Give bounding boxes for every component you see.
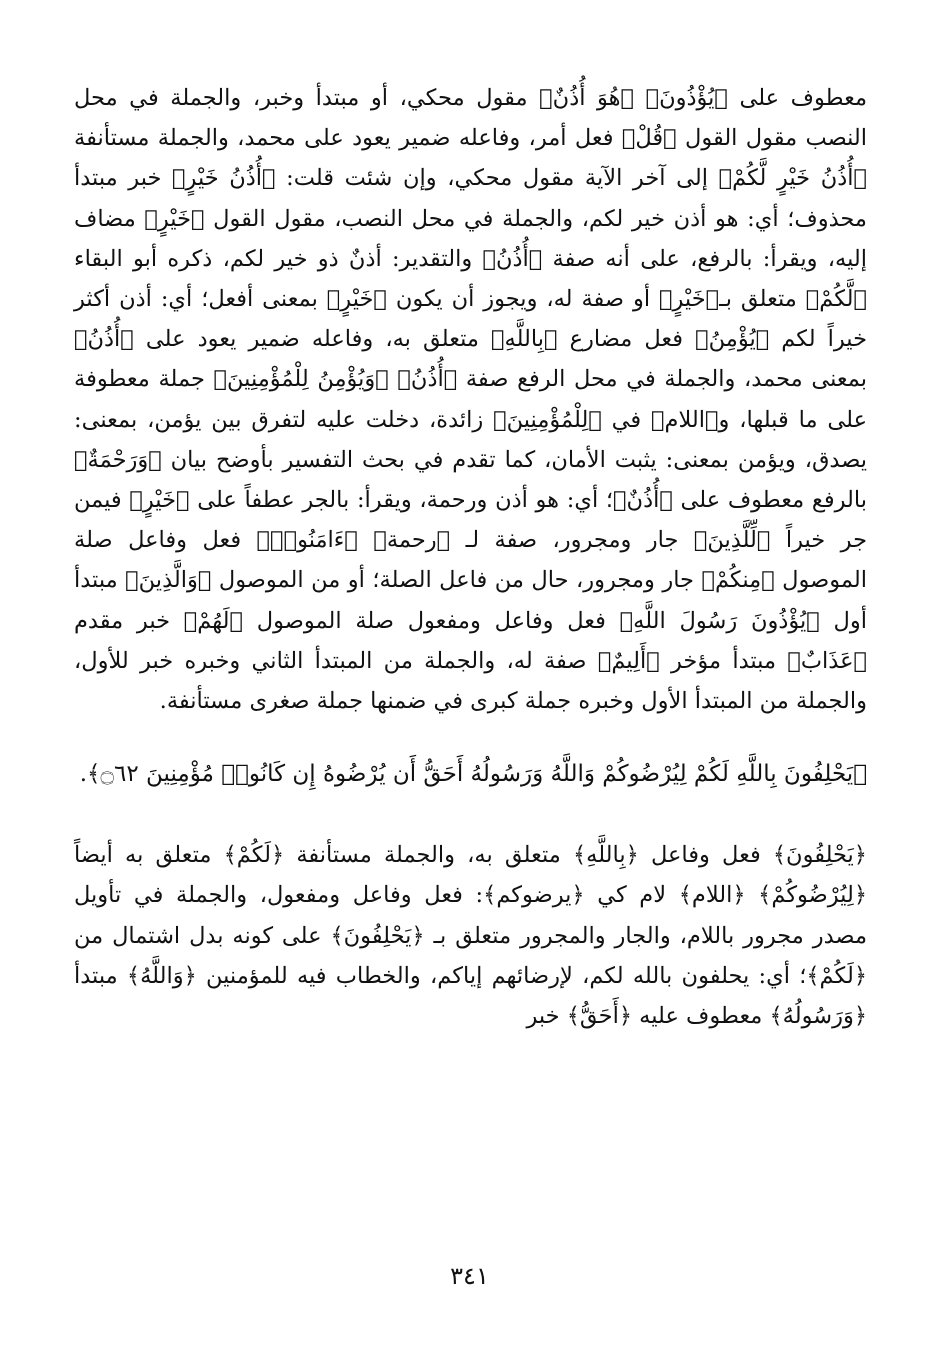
paragraph-grammar-analysis: معطوف على ﴿يُؤْذُونَ﴾ ﴿هُوَ أُذُنٌ﴾ مقول محكي، أو مبتدأ وخبر، والجملة في محل النصب مقول القول ﴿قُلْ﴾ فعل أمر، وفاعله ضمير يعود على محمد، والجملة مستأنفة ﴿أُذُنُ خَيْرٍ لَّكُمْ﴾ إلى آخر الآية مقول محكي، وإن شئت قلت: ﴿أُذُنُ خَيْرٍ﴾ خبر مبتدأ محذوف؛ أي: هو أذن خير لكم، والجملة في محل النصب، مقول القول ﴿خَيْرٍ﴾ مضاف إليه، ويقرأ: بالرفع، على أنه صفة ﴿أُذُنُ﴾ والتقدير: أذنٌ ذو خير لكم، ذكره أبو البقاء ﴿لَّكُمْ﴾ متعلق بـ﴿خَيْرٍ﴾ أو صفة له، ويجوز أن يكون ﴿خَيْرٍ﴾ بمعنى أفعل؛ أي: أذن أكثر خيراً لكم ﴿يُؤْمِنُ﴾ فعل مضارع ﴿بِاللَّهِ﴾ متعلق به، وفاعله ضمير يعود على ﴿أُذُنُ﴾ بمعنى محمد، والجملة في محل الرفع صفة ﴿أُذُنُ﴾ ﴿وَيُؤْمِنُ لِلْمُؤْمِنِينَ﴾ جملة معطوفة على ما قبلها، و﴿اللام﴾ في ﴿لِلْمُؤْمِنِينَ﴾ زائدة، دخلت عليه لتفرق بين يؤمن، بمعنى: يصدق، ويؤمن بمعنى: يثبت الأمان، كما تقدم في بحث التفسير بأوضح بيان ﴿وَرَحْمَةٌ﴾ بالرفع معطوف على ﴿أُذُنٌ﴾؛ أي: هو أذن ورحمة، ويقرأ: بالجر عطفاً على ﴿خَيْرٍ﴾ فيمن جر خيراً ﴿لِّلَّذِينَ﴾ جار ومجرور، صفة لـ ﴿رحمة﴾ ﴿ءَامَنُوا۟﴾ فعل وفاعل صلة الموصول ﴿مِنكُمْ﴾ جار ومجرور، حال من فاعل الصلة؛ أو من الموصول ﴿وَالَّذِينَ﴾ مبتدأ أول ﴿يُؤْذُونَ رَسُولَ اللَّهِ﴾ فعل وفاعل ومفعول صلة الموصول ﴿لَهُمْ﴾ خبر مقدم ﴿عَذَابٌ﴾ مبتدأ مؤخر ﴿أَلِيمٌ﴾ صفة له، والجملة من المبتدأ الثاني وخبره خبر للأول، والجملة من المبتدأ الأول وخبره جملة كبرى في ضمنها جملة صغرى مستأنفة. <box>74 85 867 715</box>
page-number: ٣٤١ <box>450 1262 489 1290</box>
paragraph-verse-analysis: ﴿يَحْلِفُونَ﴾ فعل وفاعل ﴿بِاللَّهِ﴾ متعلق به، والجملة مستأنفة ﴿لَكُمْ﴾ متعلق به أيضاً ﴿لِيُرْضُوكُمْ﴾ ﴿اللام﴾ لام كي ﴿يرضوكم﴾: فعل وفاعل ومفعول، والجملة في تأويل مصدر مجرور باللام، والجار والمجرور متعلق بـ ﴿يَحْلِفُونَ﴾ على كونه بدل اشتمال من ﴿لَكُمْ﴾؛ أي: يحلفون بالله لكم، لإرضائهم إياكم، والخطاب فيه للمؤمنين ﴿وَاللَّهُ﴾ مبتدأ ﴿وَرَسُولُهُ﴾ معطوف عليه ﴿أَحَقُّ﴾ خبر <box>74 842 867 1030</box>
quran-verse: ﴿يَحْلِفُونَ بِاللَّهِ لَكُمْ لِيُرْضُوكُمْ وَاللَّهُ وَرَسُولُهُ أَحَقُّ أَن يُرْضُوهُ إِن كَانُوا۟ مُؤْمِنِينَ ۝٦٢﴾. <box>79 761 867 788</box>
